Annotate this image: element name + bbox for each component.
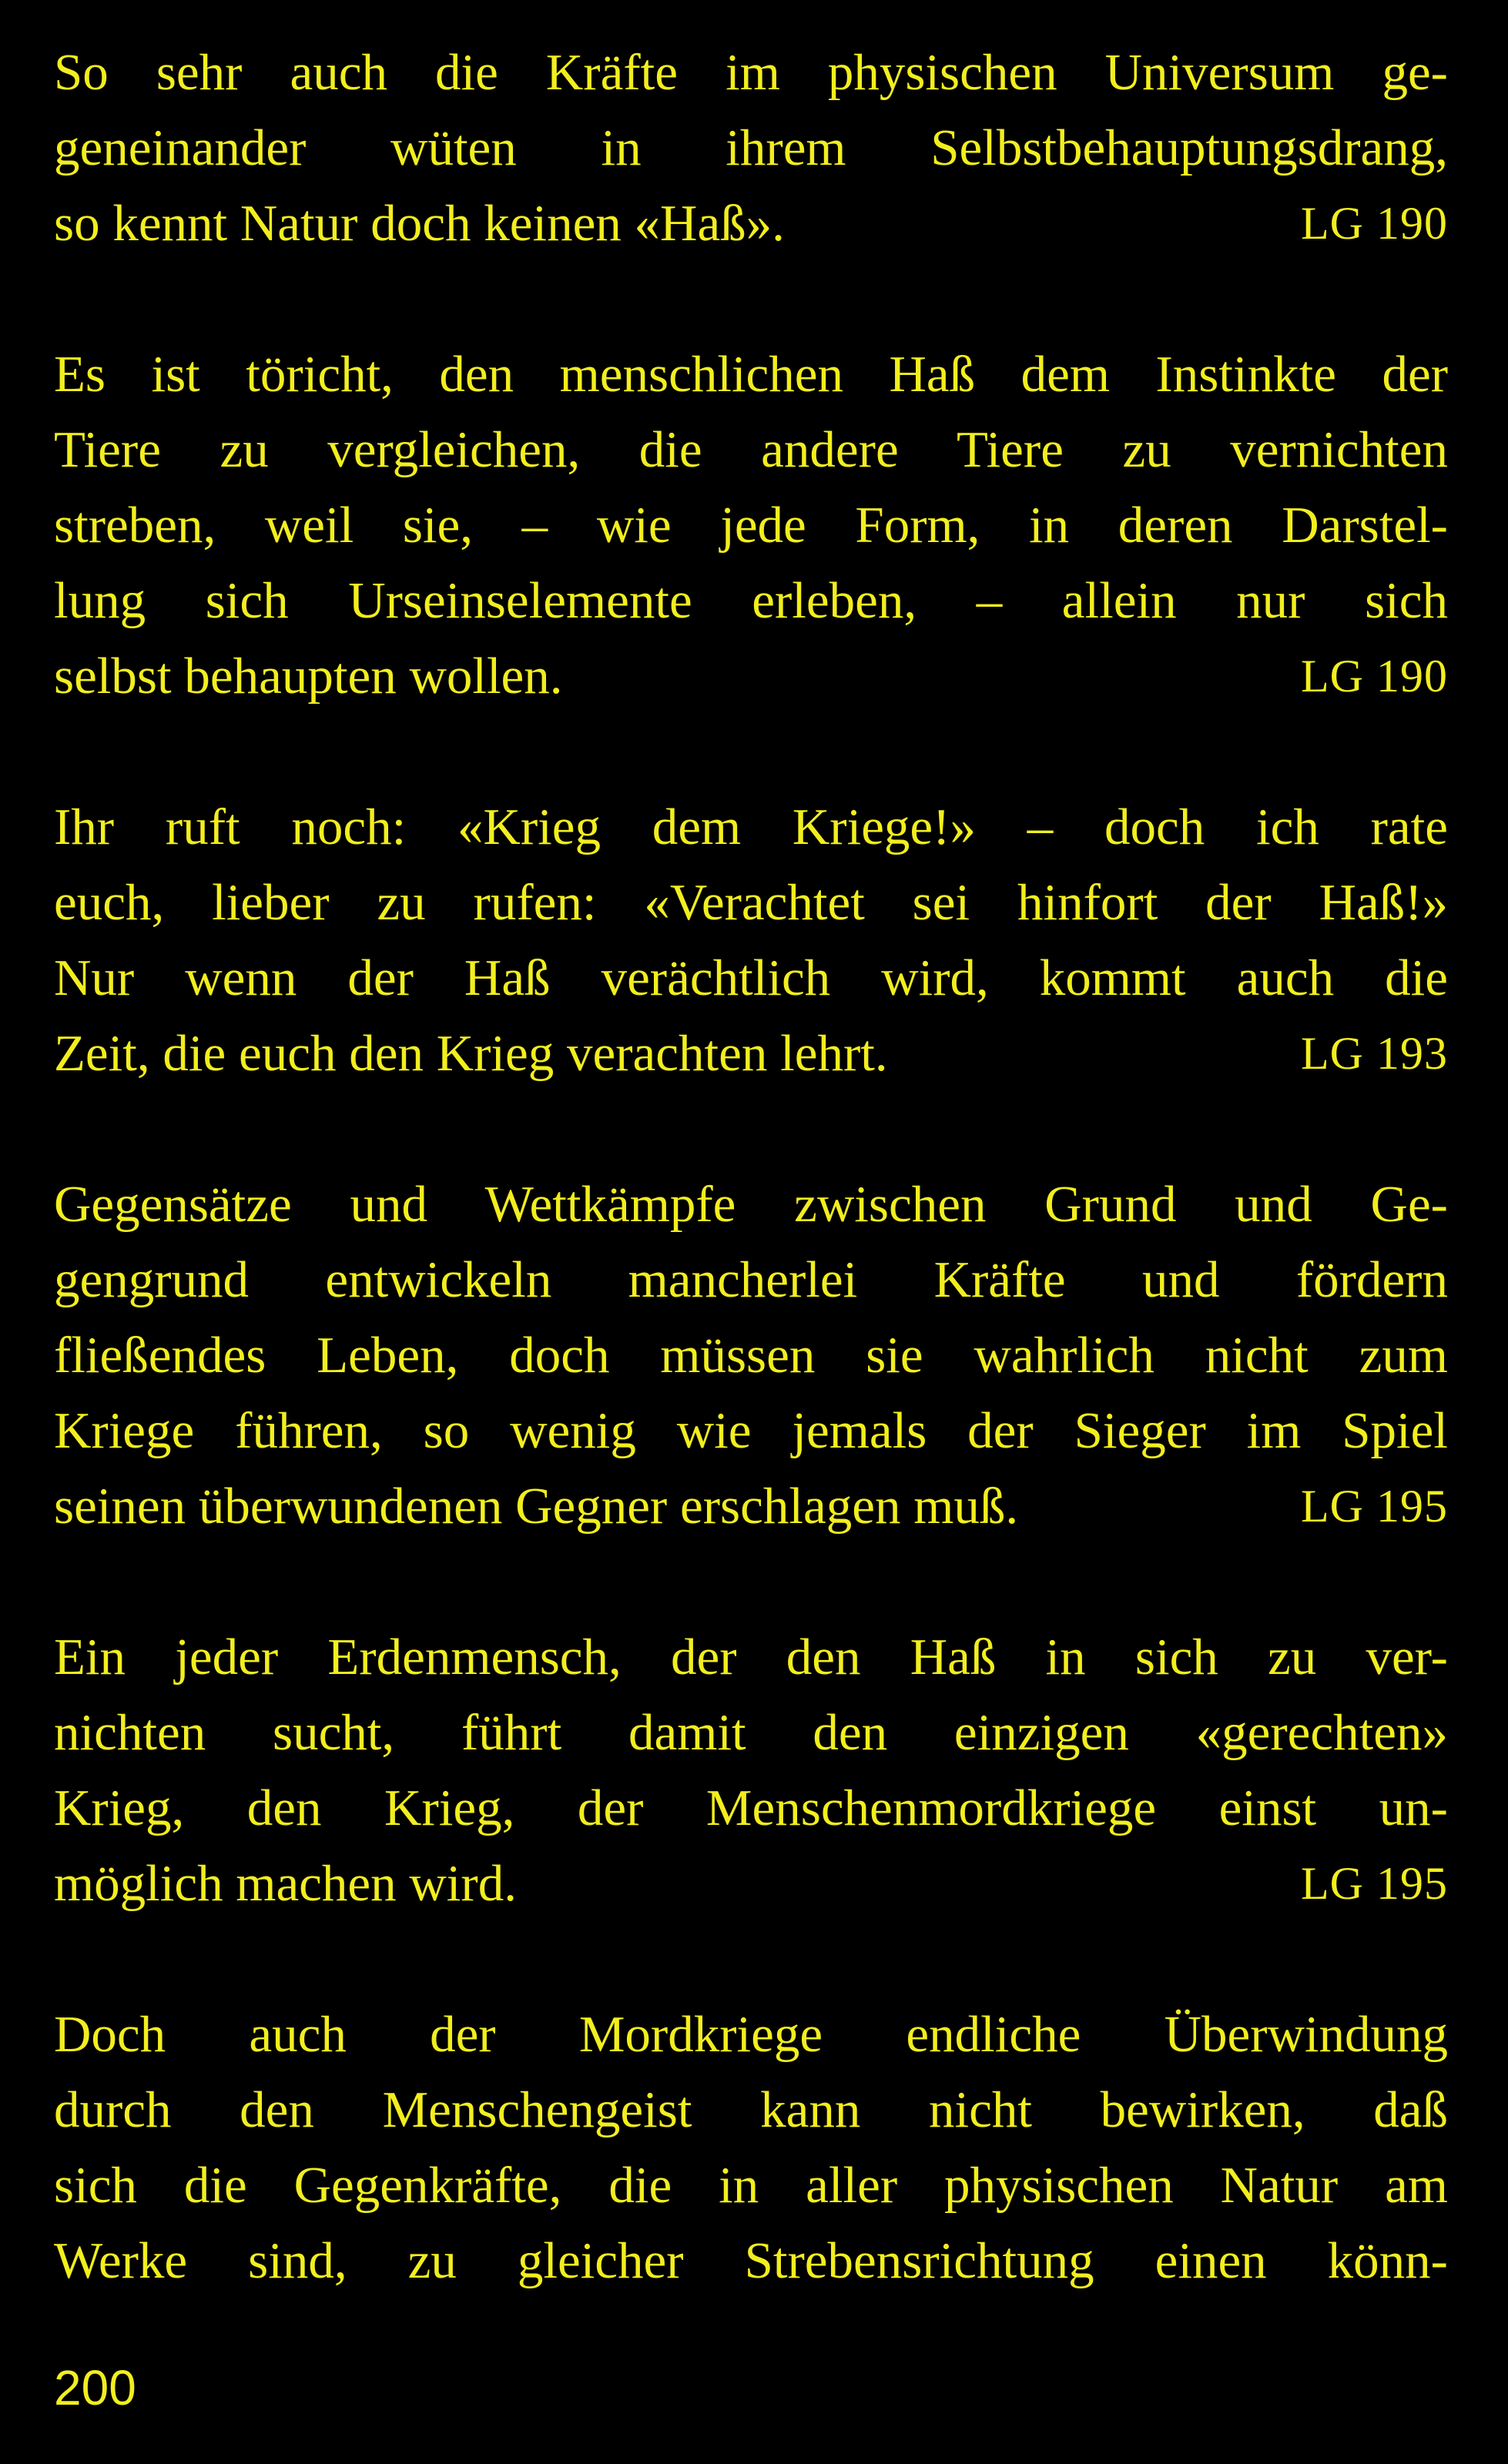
text-line-last <box>54 186 1448 261</box>
page-body <box>54 35 1448 2374</box>
text-line: Werke sind, zu gleicher Strebensrichtung einen könn- <box>54 2232 1448 2289</box>
text-line: euch, lieber zu rufen: «Verachtet sei hinfort der Haß!» <box>54 874 1448 931</box>
text-line: Ein jeder Erdenmensch, der den Haß in sich zu ver- <box>54 1629 1448 1686</box>
text-line: sich die Gegenkräfte, die in aller physischen Natur am <box>54 2157 1448 2214</box>
text-line-content: Zeit, die euch den Krieg verachten lehrt. <box>54 1025 888 1082</box>
source-reference: LG 195 <box>1301 1481 1448 1532</box>
text-line: Kriege führen, so wenig wie jemals der Sieger im Spiel <box>54 1402 1448 1459</box>
text-line-content: möglich machen wird. <box>54 1855 517 1912</box>
text-line-content: seinen überwundenen Gegner erschlagen muß. <box>54 1478 1019 1535</box>
text-line: streben, weil sie, – wie jede Form, in deren Darstel- <box>54 497 1448 554</box>
text-line-last <box>54 1846 1448 1921</box>
text-line-last <box>54 1016 1448 1091</box>
text-line: lung sich Urseinselemente erleben, – allein nur sich <box>54 572 1448 629</box>
text-line-content: selbst behaupten wollen. <box>54 648 563 705</box>
text-line: Krieg, den Krieg, der Menschenmordkriege einst un- <box>54 1779 1448 1836</box>
text-line: Doch auch der Mordkriege endliche Überwindung <box>54 2006 1448 2063</box>
source-reference: LG 195 <box>1301 1858 1448 1909</box>
text-line-last <box>54 1468 1448 1544</box>
text-line: So sehr auch die Kräfte im physischen Universum ge- <box>54 44 1448 101</box>
paragraph-5 <box>54 1619 1448 1921</box>
text-line: fließendes Leben, doch müssen sie wahrlich nicht zum <box>54 1327 1448 1384</box>
text-line: Tiere zu vergleichen, die andere Tiere zu vernichten <box>54 421 1448 478</box>
paragraph-6 <box>54 1997 1448 2298</box>
text-line: Es ist töricht, den menschlichen Haß dem Instinkte der <box>54 346 1448 403</box>
source-reference: LG 193 <box>1301 1028 1448 1079</box>
text-line: nichten sucht, führt damit den einzigen «gerechten» <box>54 1704 1448 1761</box>
paragraph-3 <box>54 789 1448 1091</box>
text-line: gengrund entwickeln mancherlei Kräfte und fördern <box>54 1251 1448 1308</box>
paragraph-2 <box>54 336 1448 714</box>
source-reference: LG 190 <box>1301 651 1448 701</box>
text-line: geneinander wüten in ihrem Selbstbehauptungsdrang, <box>54 119 1448 176</box>
source-reference: LG 190 <box>1301 198 1448 249</box>
paragraph-1 <box>54 35 1448 261</box>
text-line: durch den Menschengeist kann nicht bewirken, daß <box>54 2081 1448 2138</box>
text-line: Ihr ruft noch: «Krieg dem Kriege!» – doch ich rate <box>54 798 1448 855</box>
page-number: 200 <box>54 2360 136 2415</box>
paragraph-4 <box>54 1167 1448 1544</box>
text-line: Nur wenn der Haß verächtlich wird, kommt auch die <box>54 949 1448 1006</box>
text-line-last <box>54 638 1448 714</box>
text-line-content: so kennt Natur doch keinen «Haß». <box>54 195 785 252</box>
text-line: Gegensätze und Wettkämpfe zwischen Grund und Ge- <box>54 1176 1448 1233</box>
